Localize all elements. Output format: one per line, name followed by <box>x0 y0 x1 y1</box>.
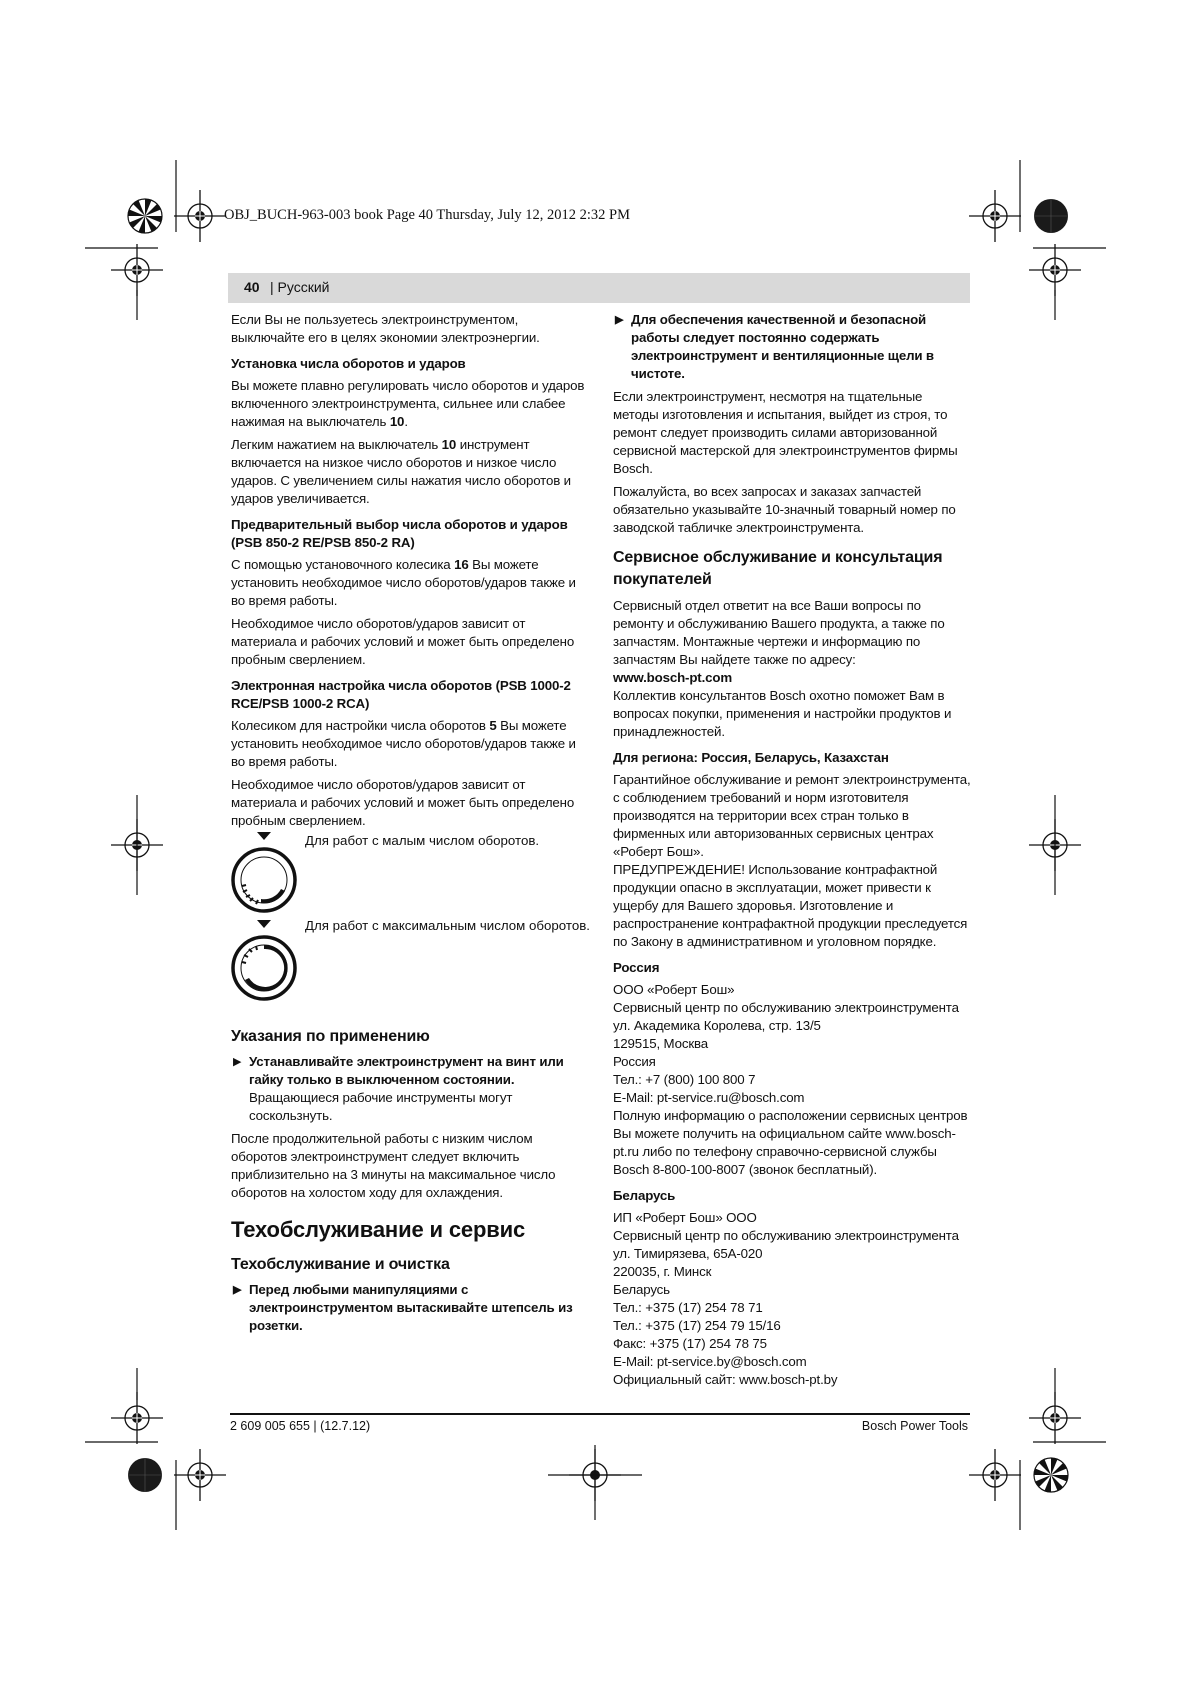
section-title-usage: Указания по применению <box>231 1028 430 1045</box>
paragraph: Пожалуйста, во всех запросах и заказах запчастей обязательно указывайте 10-значный товарный номер по заводской табличке электроинструмента. <box>613 484 956 535</box>
section-title-electronic: Электронная настройка числа оборотов (PSB 1000-2 RCE/PSB 1000-2 RCA) <box>231 678 571 711</box>
russia-contact: ООО «Роберт Бош» Сервисный центр по обслуживанию электроинструмента ул. Академика Королева, стр. 13/5 129515, Москва Россия Тел.: +7 (800) 100 800 7 E-Mail: pt-service.ru@bosch.com Полную информацию о расположении сервисных центров Вы можете получить на официальном сайте www.bosch-pt.ru либо по телефону справочно-сервисной службы Bosch 8-800-100-8007 (звонок бесплатный). <box>613 982 968 1177</box>
bullet-item: ▶ Перед любыми манипуляциями с электроинструментом вытаскивайте штепсель из розетки. <box>233 1282 573 1333</box>
section-title-preselect: Предварительный выбор числа оборотов и ударов (PSB 850-2 RE/PSB 850-2 RA) <box>231 517 568 550</box>
right-column <box>613 311 971 1389</box>
left-column <box>231 311 589 835</box>
warning-text: ПРЕДУПРЕЖДЕНИЕ! Использование контрафактной продукции опасно в эксплуатации, может привести к ущербу для Вашего здоровья. Изготовление и распространение контрафактной продукции преследуется по Закону в административном и уголовном порядке. <box>613 862 968 949</box>
bullet-item: ▶ Устанавливайте электроинструмент на винт или гайку только в выключенном состоянии. Вращающиеся рабочие инструменты могут соскользнуть. <box>233 1054 564 1123</box>
file-header: OBJ_BUCH-963-003 book Page 40 Thursday, July 12, 2012 2:32 PM <box>224 207 631 223</box>
section-title-russia: Россия <box>613 960 660 975</box>
section-title-speed: Установка числа оборотов и ударов <box>231 356 466 371</box>
paragraph: Сервисный отдел ответит на все Ваши вопросы по ремонту и обслуживанию Вашего продукта, а также по запчастям. Монтажные чертежи и информацию по запчастям Вы найдете также по адресу: <box>613 598 945 667</box>
section-title-cleaning: Техобслуживание и очистка <box>231 1256 450 1273</box>
paragraph: С помощью установочного колесика 16 Вы можете установить необходимое число оборотов/ударов также и во время работы. <box>231 557 576 608</box>
intro-text: Если Вы не пользуетесь электроинструментом, выключайте его в целях экономии электроэнергии. <box>231 312 540 345</box>
page-header-bar <box>228 273 970 303</box>
footer-brand: Bosch Power Tools <box>861 1419 968 1433</box>
section-title-region: Для региона: Россия, Беларусь, Казахстан <box>613 750 889 765</box>
paragraph: Коллектив консультантов Bosch охотно поможет Вам в вопросах покупки, применения и настройки продуктов и принадлежностей. <box>613 688 952 739</box>
speed-dial-high-icon <box>228 918 300 1002</box>
bullet-item: ▶ Для обеспечения качественной и безопасной работы следует постоянно содержать электроинструмент и вентиляционные щели в чистоте. <box>615 312 934 381</box>
footer-divider <box>230 1413 970 1415</box>
paragraph: Если электроинструмент, несмотря на тщательные методы изготовления и испытания, выйдет из строя, то ремонт следует производить силами авторизованной сервисной мастерской для электроинструментов фирмы Bosch. <box>613 389 958 476</box>
footer-doc-number: 2 609 005 655 | (12.7.12) <box>230 1419 371 1433</box>
section-title-service: Сервисное обслуживание и консультация покупателей <box>613 549 943 588</box>
paragraph: Гарантийное обслуживание и ремонт электроинструмента, с соблюдением требований и норм изготовителя производятся на территории всех стран только в фирменных или авторизованных сервисных центрах «Роберт Бош». <box>613 772 971 859</box>
dial-high-caption: Для работ с максимальным числом оборотов. <box>305 918 590 933</box>
paragraph: Необходимое число оборотов/ударов зависит от материала и рабочих условий и может быть определено пробным сверлением. <box>231 777 575 828</box>
paragraph: После продолжительной работы с низким числом оборотов электроинструмент следует включить приблизительно на 3 минуты на максимальное число оборотов на холостом ходу для охлаждения. <box>231 1131 556 1200</box>
page-language: | Русский <box>270 279 330 295</box>
section-title-belarus: Беларусь <box>613 1188 676 1203</box>
service-url-link[interactable]: www.bosch-pt.com <box>613 670 732 685</box>
paragraph: Необходимое число оборотов/ударов зависит от материала и рабочих условий и может быть определено пробным сверлением. <box>231 616 575 667</box>
chapter-title-maintenance: Техобслуживание и сервис <box>231 1217 526 1242</box>
page-number: 40 <box>244 279 260 295</box>
speed-dial-low-icon <box>228 830 300 914</box>
paragraph: Легким нажатием на выключатель 10 инструмент включается на низкое число оборотов и низкое число ударов. С увеличением силы нажатия число оборотов и ударов увеличивается. <box>231 437 571 506</box>
belarus-contact: ИП «Роберт Бош» ООО Сервисный центр по обслуживанию электроинструмента ул. Тимирязева, 65А-020 220035, г. Минск Беларусь Тел.: +375 (17) 254 78 71 Тел.: +375 (17) 254 79 15/16 Факс: +375 (17) 254 78 75 E-Mail: pt-service.by@bosch.com Официальный сайт: www.bosch-pt.by <box>613 1210 959 1387</box>
left-column-lower <box>231 1026 589 1340</box>
paragraph: Колесиком для настройки числа оборотов 5 Вы можете установить необходимое число оборотов/ударов также и во время работы. <box>231 718 576 769</box>
dial-low-caption: Для работ с малым числом оборотов. <box>305 833 540 848</box>
paragraph: Вы можете плавно регулировать число оборотов и ударов включенного электроинструмента, сильнее или слабее нажимая на выключатель 10. <box>231 378 585 429</box>
